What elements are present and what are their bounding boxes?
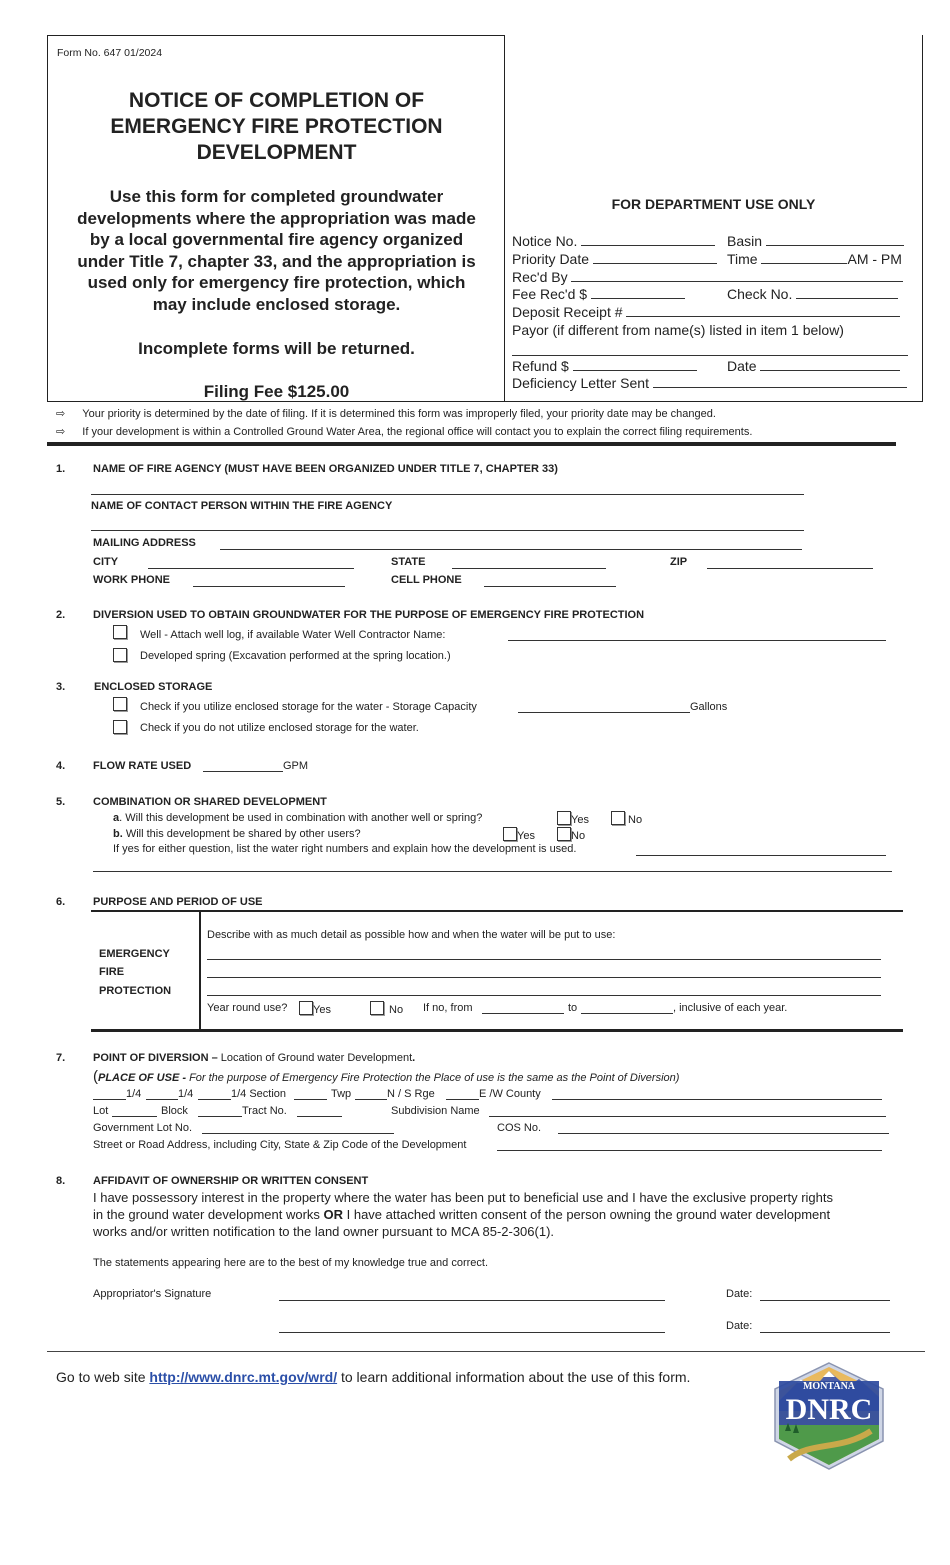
affidavit-line2-b: I have attached written consent of the person owning the ground water development [343,1207,831,1222]
year-round-yes-label: Yes [313,1004,331,1016]
footer-rule [47,1351,925,1352]
affidavit-or: OR [323,1207,344,1222]
usage-line4: under Title 7, chapter 33, and the appropriation is [77,251,476,271]
recd-by-field[interactable] [571,271,903,282]
question-b-yes-label: Yes [517,830,535,842]
ew-county-label: E /W County [479,1088,541,1100]
form-title-line3: DEVELOPMENT [196,141,357,164]
fire-agency-label: NAME OF FIRE AGENCY (MUST HAVE BEEN ORGANIZED UNDER TITLE 7, CHAPTER 33) [93,463,558,475]
quarter-section-label: 1/4 Section [231,1088,287,1100]
arrow-right-icon: ⇨ [56,408,66,420]
check-no-label: Check No. [727,286,793,302]
usage-line3: by a local governmental fire agency organized [89,230,464,249]
if-no-label: If no, from [423,1002,473,1014]
question-b [113,828,361,840]
rge-field[interactable] [446,1099,479,1100]
combination-heading: COMBINATION OR SHARED DEVELOPMENT [93,796,327,808]
question-a-no-label: No [628,814,643,826]
footer-go-to: Go to web site [56,1369,150,1385]
filing-fee: Filing Fee $125.00 [203,382,350,401]
recd-by-row [512,269,903,285]
question-b-yes[interactable] [503,827,535,842]
flow-rate-label: FLOW RATE USED [93,760,192,772]
deficiency-label: Deficiency Letter Sent [512,375,649,391]
affidavit-line2-a: in the ground water development works [93,1207,324,1222]
quarter-1-label: 1/4 [126,1088,142,1100]
mailing-address-field[interactable] [220,549,802,550]
date-row [727,358,900,374]
cell-phone-label: CELL PHONE [391,574,462,586]
notice-no-label: Notice No. [512,233,578,249]
priority-date-field[interactable] [593,253,717,264]
dnrc-logo-icon [771,1361,887,1471]
form-number: Form No. 647 01/2024 [57,47,163,59]
question-a-no[interactable] [611,811,642,826]
section-6-number: 6. [56,896,66,908]
water-right-field-1[interactable] [636,855,886,856]
mailing-address-label: MAILING ADDRESS [93,537,196,549]
lot-field[interactable] [112,1116,157,1117]
place-of-use-bold: PLACE OF USE - [98,1072,187,1084]
gpm-label: GPM [283,760,309,772]
state-label: STATE [391,556,426,568]
year-round-no-label: No [389,1004,404,1016]
signature-date-label-1: Date: [726,1288,753,1300]
section-1-number: 1. [56,463,66,475]
lot-label: Lot [93,1105,109,1117]
question-b-no[interactable] [557,827,585,842]
recd-by-label: Rec'd By [512,269,568,285]
describe-field-1[interactable] [207,959,881,960]
dnrc-website-link[interactable]: http://www.dnrc.mt.gov/wrd/ [149,1369,338,1385]
county-field[interactable] [552,1099,882,1100]
section-8-number: 8. [56,1175,66,1187]
city-field[interactable] [148,568,354,569]
footer-text [56,1369,690,1385]
place-of-use-rest: For the purpose of Emergency Fire Protection the Place of use is the same as the Point of Diversion) [186,1072,680,1084]
dnrc-logo [771,1361,887,1471]
cos-label: COS No. [497,1122,542,1134]
tract-label: Tract No. [242,1105,287,1117]
street-address-label: Street or Road Address, including City, State & Zip Code of the Development [93,1139,467,1151]
describe-label: Describe with as much detail as possible how and when the water will be put to use: [207,929,616,941]
payor-label: Payor (if different from name(s) listed in item 1 below) [512,322,844,338]
work-phone-label: WORK PHONE [93,574,170,586]
section-4-number: 4. [56,760,66,772]
signature-field-2[interactable] [279,1332,665,1333]
section-5-number: 5. [56,796,66,808]
check-no-row [727,286,898,302]
note-controlled-area [56,425,752,438]
utilize-storage-label: Check if you utilize enclosed storage for the water - Storage Capacity [140,701,477,713]
twp-field[interactable] [355,1099,387,1100]
place-of-use-note: (PLACE OF USE - For the purpose of Emergency Fire Protection the Place of use is the same as the Point of Diversion) [93,1068,680,1085]
signature-date-field-2[interactable] [760,1332,890,1333]
purpose-label-emergency: EMERGENCY [99,948,170,960]
gallons-label: Gallons [690,701,728,713]
basin-field[interactable] [766,235,904,246]
zip-field[interactable] [707,568,873,569]
logo-dnrc-text: DNRC [785,1393,873,1426]
dept-date-label: Date [727,358,757,374]
deposit-receipt-field[interactable] [626,306,900,317]
quarter-section-field[interactable] [198,1099,231,1100]
from-date-field[interactable] [482,1013,564,1014]
subdivision-field[interactable] [489,1116,886,1117]
affidavit-line3: works and/or written notification to the land owner pursuant to MCA 85-2-306(1). [93,1224,555,1239]
am-pm-label: AM - PM [847,251,902,267]
spring-label: Developed spring (Excavation performed at the spring location.) [140,650,451,662]
point-of-diversion-bold: POINT OF DIVERSION – [93,1052,218,1064]
section-3-number: 3. [56,681,66,693]
city-label: CITY [93,556,119,568]
department-heading: FOR DEPARTMENT USE ONLY [611,196,816,212]
question-b-no-label: No [571,830,586,842]
question-a-yes[interactable] [557,811,589,826]
describe-field-2[interactable] [207,977,881,978]
time-row [727,251,902,267]
spring-checkbox[interactable] [113,648,127,663]
signature-label: Appropriator's Signature [93,1288,212,1300]
ns-rge-label: N / S Rge [387,1088,435,1100]
zip-label: ZIP [670,556,688,568]
fee-recd-label: Fee Rec'd $ [512,286,588,302]
time-label: Time [727,251,758,267]
diversion-heading: DIVERSION USED TO OBTAIN GROUNDWATER FOR THE PURPOSE OF EMERGENCY FIRE PROTECTION [93,609,645,621]
purpose-label-fire: FIRE [99,966,125,978]
form-header-box [47,35,504,402]
purpose-table-divider [199,911,201,1029]
contact-person-field[interactable] [91,530,804,531]
point-of-diversion-heading: POINT OF DIVERSION – Location of Ground water Development. [93,1052,416,1064]
purpose-label-protection: PROTECTION [99,985,172,997]
usage-line2: developments where the appropriation was made [77,208,476,228]
section-7-number: 7. [56,1052,66,1064]
contractor-name-field[interactable] [508,640,886,641]
state-field[interactable] [452,568,606,569]
describe-field-3[interactable] [207,995,881,996]
usage-line6: may include enclosed storage. [152,294,401,314]
affidavit-line2 [93,1207,830,1222]
section-divider [47,442,896,446]
question-a-letter: a [113,812,120,824]
deficiency-row [512,375,907,391]
contact-person-label: NAME OF CONTACT PERSON WITHIN THE FIRE AGENCY [91,500,393,512]
point-of-diversion-rest: Location of Ground water Development [217,1052,413,1064]
note-priority [56,407,716,420]
well-label: Well - Attach well log, if available Water Well Contractor Name: [140,629,446,641]
refund-row [512,358,697,374]
note-priority-text: Your priority is determined by the date of filing. If it is determined this form was improperly filed, your priority date may be changed. [82,408,716,420]
year-round-no[interactable] [370,1001,403,1016]
enclosed-storage-heading: ENCLOSED STORAGE [94,681,213,693]
deposit-receipt-label: Deposit Receipt # [512,304,623,320]
statements-true: The statements appearing here are to the best of my knowledge true and correct. [93,1257,489,1269]
affidavit-heading: AFFIDAVIT OF OWNERSHIP OR WRITTEN CONSENT [93,1175,369,1187]
fee-recd-row [512,286,685,302]
usage-line5: used only for emergency fire protection, which [87,273,466,292]
department-use-box [504,35,923,402]
basin-row [727,233,904,249]
purpose-table-bottom [91,1029,903,1032]
check-no-field[interactable] [796,288,898,299]
note-controlled-area-text: If your development is within a Controlled Ground Water Area, the regional office will contact you to explain the correct filing requirements. [82,426,753,438]
tract-field[interactable] [297,1116,342,1117]
block-label: Block [161,1105,188,1117]
to-date-field[interactable] [581,1013,673,1014]
to-label: to [568,1002,578,1014]
gov-lot-label: Government Lot No. [93,1122,193,1134]
refund-field[interactable] [573,360,697,371]
cos-field[interactable] [558,1133,889,1134]
signature-field-1[interactable] [279,1300,665,1301]
gov-lot-field[interactable] [202,1133,394,1134]
utilize-storage-checkbox[interactable] [113,697,127,712]
cell-phone-field[interactable] [484,586,616,587]
refund-label: Refund $ [512,358,569,374]
time-field[interactable] [761,253,847,264]
section-2-number: 2. [56,609,66,621]
fee-recd-field[interactable] [591,288,685,299]
year-round-yes[interactable] [299,1001,331,1016]
question-a [113,812,482,824]
purpose-table-top [91,910,903,912]
work-phone-field[interactable] [193,586,345,587]
question-a-text: . Will this development be used in combination with another well or spring? [119,812,483,824]
notice-no-row [512,233,715,249]
twp-label: Twp [331,1088,352,1100]
street-address-field[interactable] [497,1150,882,1151]
subdivision-label: Subdivision Name [391,1105,480,1117]
form-title-line1: NOTICE OF COMPLETION OF [128,89,425,112]
dept-date-field[interactable] [760,360,900,371]
priority-date-label: Priority Date [512,251,590,267]
purpose-heading: PURPOSE AND PERIOD OF USE [93,896,263,908]
question-b-text: Will this development be shared by other users? [122,828,361,840]
if-yes-label: If yes for either question, list the water right numbers and explain how the development is used. [113,843,577,855]
signature-date-label-2: Date: [726,1320,753,1332]
signature-date-field-1[interactable] [760,1300,890,1301]
no-storage-label: Check if you do not utilize enclosed storage for the water. [140,722,419,734]
quarter-1-field[interactable] [93,1099,126,1100]
payor-field[interactable] [512,355,908,356]
storage-capacity-field[interactable] [518,712,690,713]
deposit-receipt-row [512,304,900,320]
question-a-yes-label: Yes [571,814,589,826]
water-right-field-2[interactable] [93,871,892,872]
block-field[interactable] [198,1116,242,1117]
arrow-right-icon: ⇨ [56,426,66,438]
form-title-line2: EMERGENCY FIRE PROTECTION [110,115,443,138]
deficiency-field[interactable] [653,377,907,388]
notice-no-field[interactable] [581,235,715,246]
section-field[interactable] [294,1099,327,1100]
no-storage-checkbox[interactable] [113,720,127,735]
basin-label: Basin [727,233,763,249]
incomplete-warning: Incomplete forms will be returned. [138,339,415,358]
quarter-2-field[interactable] [146,1099,178,1100]
affidavit-line1: I have possessory interest in the property where the water has been put to beneficial use and I have the exclusive property rights [93,1190,833,1205]
quarter-2-label: 1/4 [178,1088,194,1100]
logo-montana-text: MONTANA [802,1381,856,1392]
well-checkbox[interactable] [113,625,127,640]
year-round-label: Year round use? [207,1002,288,1014]
footer-rest: to learn additional information about the use of this form. [337,1369,691,1385]
inclusive-label: , inclusive of each year. [673,1002,788,1014]
fire-agency-field[interactable] [91,494,804,495]
priority-date-row [512,251,717,267]
usage-line1: Use this form for completed groundwater [109,187,444,206]
question-b-letter: b. [113,828,123,840]
flow-rate-field[interactable] [203,771,283,772]
